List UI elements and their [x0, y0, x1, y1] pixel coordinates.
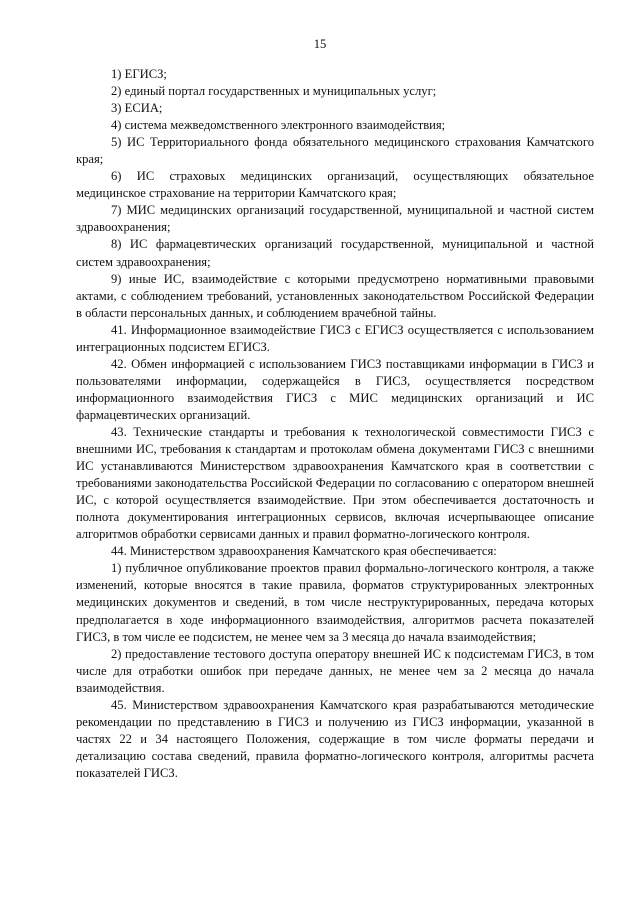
list-item: 1) ЕГИСЗ;	[111, 67, 167, 81]
list-item: 1) публичное опубликование проектов правил формально-логического контроля, а также изменений, которые вносятся в такие правила, форматов структурированных электронных медицинских документов и сведений, в том числе неструктурированных, передача которых предполагается в ходе информационного взаимодействия, алгоритмов расчета показателей ГИСЗ, в том числе ее подсистем, не менее чем за 3 месяца до начала взаимодействия;	[76, 561, 594, 644]
list-item: 8) ИС фармацевтических организаций государственной, муниципальной и частной систем здравоохранения;	[76, 237, 594, 269]
document-body	[76, 66, 594, 782]
list-item: 2) предоставление тестового доступа оператору внешней ИС к подсистемам ГИСЗ, в том числе для отработки ошибок при передаче данных, не менее чем за 2 месяца до начала взаимодействия.	[76, 646, 594, 695]
paragraph: 41. Информационное взаимодействие ГИСЗ с ЕГИСЗ осуществляется с использованием интеграционных подсистем ЕГИСЗ.	[76, 322, 594, 354]
page-number: 15	[313, 37, 327, 51]
list-item: 7) МИС медицинских организаций государственной, муниципальной и частной систем здравоохранения;	[76, 203, 594, 235]
list-item: 9) иные ИС, взаимодействие с которыми предусмотрено нормативными правовыми актами, с соблюдением требований, установленных законодательством Российской Федерации в области персональных данных, и соблюдением врачебной тайны.	[76, 271, 594, 320]
list-item: 5) ИС Территориального фонда обязательного медицинского страхования Камчатского края;	[76, 135, 594, 167]
list-item: 6) ИС страховых медицинских организаций, осуществляющих обязательное медицинское страхование на территории Камчатского края;	[76, 169, 594, 201]
list-item: 2) единый портал государственных и муниципальных услуг;	[111, 84, 437, 99]
paragraph: 42. Обмен информацией с использованием ГИСЗ поставщиками информации в ГИСЗ и пользователями информации, содержащейся в ГИСЗ, осуществляется посредством информационного взаимодействия ГИСЗ с МИС медицинских организаций и ИС фармацевтических организаций.	[76, 356, 594, 422]
list-item: 3) ЕСИА;	[111, 101, 163, 116]
paragraph: 45. Министерством здравоохранения Камчатского края разрабатываются методические рекомендации по представлению в ГИСЗ и получению из ГИСЗ информации, указанной в частях 22 и 34 настоящего Положения, содержащие в том числе форматы передачи и детализацию состава сведений, правила форматно-логического контроля, алгоритмы расчета показателей ГИСЗ.	[76, 697, 594, 780]
list-item: 4) система межведомственного электронного взаимодействия;	[111, 118, 446, 133]
paragraph: 44. Министерством здравоохранения Камчатского края обеспечивается:	[111, 544, 497, 559]
paragraph: 43. Технические стандарты и требования к технологической совместимости ГИСЗ с внешними ИС, требования к стандартам и протоколам обмена документами ГИСЗ с внешними ИС устанавливаются Министерством здравоохранения Камчатского края в соответствии с требованиями законодательства Российской Федерации по согласованию с оператором внешней ИС, с которой осуществляется взаимодействие. При этом обеспечивается достаточность и полнота документирования интеграционных сервисов, включая исчерпывающее описание алгоритмов обработки сервисами данных и правил форматно-логического контроля.	[76, 424, 594, 542]
